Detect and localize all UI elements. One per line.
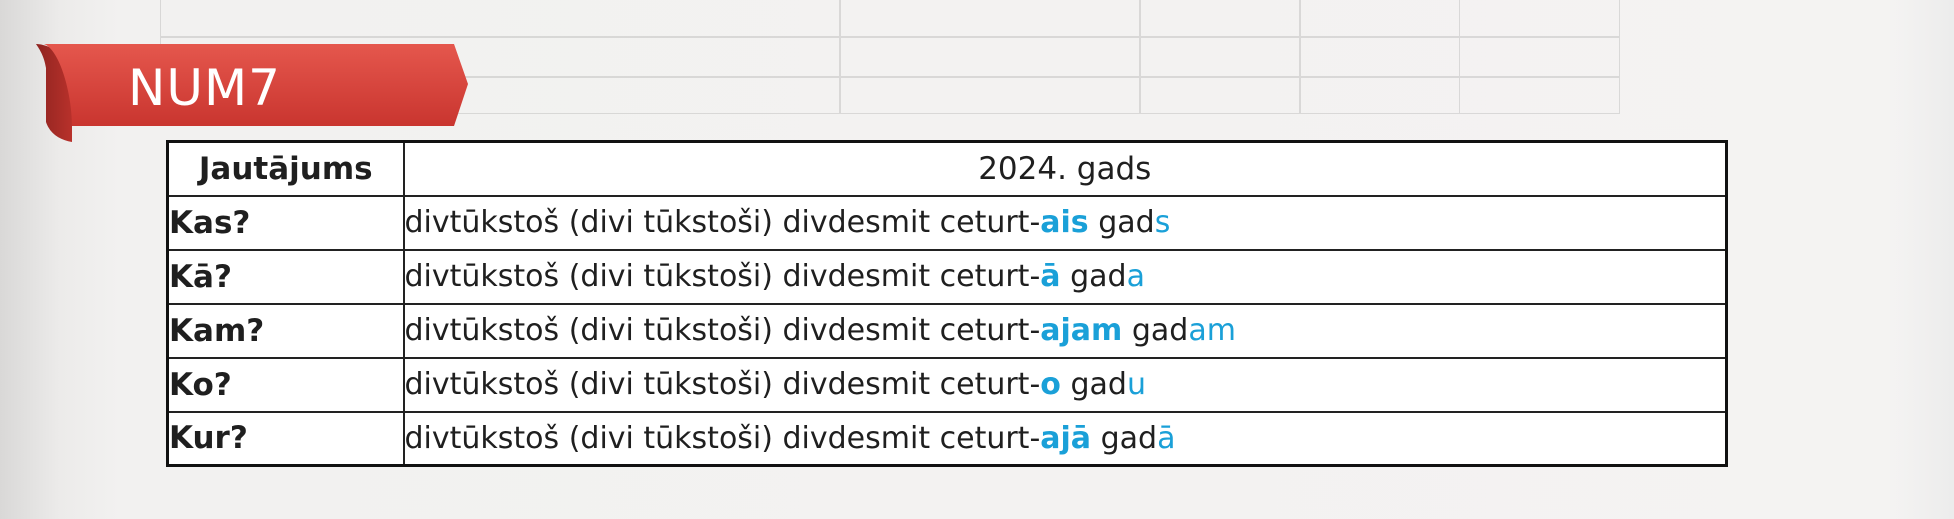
header-year: 2024. gads: [404, 142, 1727, 196]
table-row: [168, 304, 1727, 358]
row-question: Ko?: [168, 358, 404, 412]
table-body: [168, 196, 1727, 466]
ordinal-stem: divtūkstoš (divi tūkstoši) divdesmit ceturt-: [404, 367, 1041, 402]
section-ribbon: [36, 44, 566, 126]
ordinal-stem: divtūkstoš (divi tūkstoši) divdesmit ceturt-: [404, 420, 1041, 456]
ordinal-ending: ā: [1040, 259, 1061, 294]
row-form: [404, 304, 1727, 358]
section-tag-label: NUM7: [128, 59, 281, 117]
noun-stem: gad: [1070, 367, 1127, 402]
row-question: Kam?: [168, 304, 404, 358]
noun-stem: gad: [1098, 205, 1155, 240]
row-question: Kur?: [168, 412, 404, 466]
ordinal-stem: divtūkstoš (divi tūkstoši) divdesmit ceturt-: [404, 313, 1041, 348]
noun-stem: gad: [1070, 259, 1127, 294]
table-row: [168, 196, 1727, 250]
noun-stem: gad: [1131, 313, 1189, 348]
page-edge-shadow: [1894, 0, 1954, 519]
noun-ending: u: [1126, 367, 1146, 402]
ordinal-stem: divtūkstoš (divi tūkstoši) divdesmit ceturt-: [404, 205, 1041, 240]
ordinal-ending: ajā: [1040, 420, 1092, 456]
table-header-row: [168, 142, 1727, 196]
ordinal-ending: ajam: [1040, 313, 1123, 348]
ordinal-ending: ais: [1040, 205, 1089, 240]
table-row: [168, 358, 1727, 412]
declension-table: [166, 140, 1728, 467]
ordinal-stem: divtūkstoš (divi tūkstoši) divdesmit ceturt-: [404, 259, 1041, 294]
ordinal-ending: o: [1040, 367, 1061, 402]
noun-ending: am: [1188, 313, 1236, 348]
header-question: Jautājums: [168, 142, 404, 196]
noun-ending: s: [1154, 205, 1171, 240]
row-form: [404, 196, 1727, 250]
row-form: [404, 358, 1727, 412]
noun-stem: gad: [1100, 420, 1158, 456]
row-question: Kas?: [168, 196, 404, 250]
row-form: [404, 250, 1727, 304]
declension-table-container: [166, 140, 1728, 467]
bleed-through-row: [160, 480, 1920, 519]
noun-ending: a: [1126, 259, 1145, 294]
row-form: [404, 412, 1727, 466]
row-question: Kā?: [168, 250, 404, 304]
noun-ending: ā: [1157, 420, 1176, 456]
table-row: [168, 412, 1727, 466]
table-row: [168, 250, 1727, 304]
